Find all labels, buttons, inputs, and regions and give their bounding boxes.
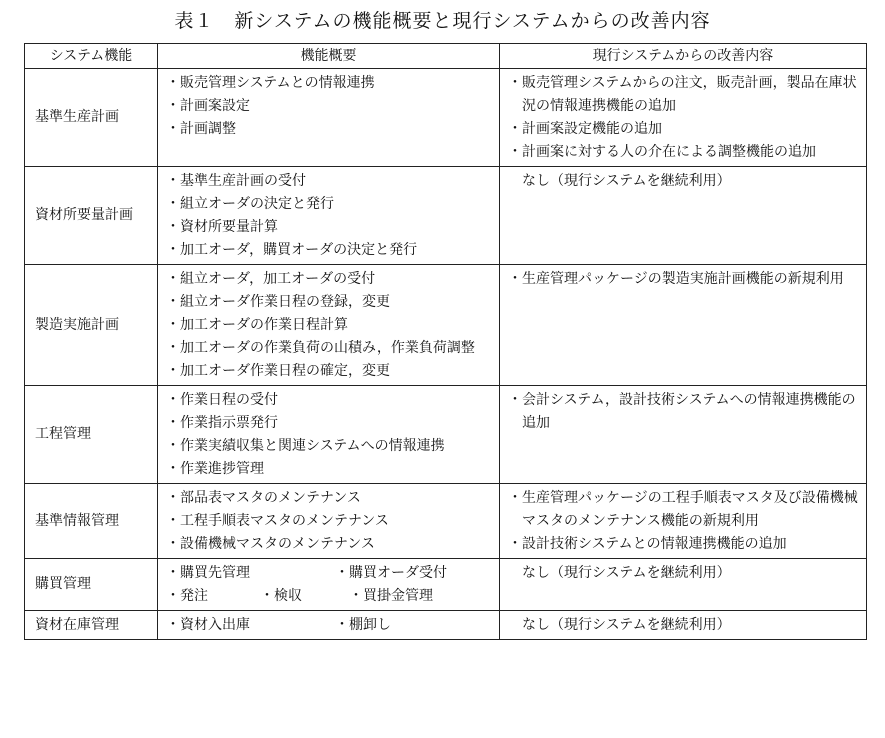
overview-item: ・ 資材入出庫 bbox=[166, 614, 335, 637]
overview-item: ・ 組立オーダ，加工オーダの受付 bbox=[166, 268, 491, 291]
table-row bbox=[25, 611, 867, 640]
table-caption: 表１ 新システムの機能概要と現行システムからの改善内容 bbox=[174, 10, 711, 32]
overview-item: ・ 棚卸し bbox=[335, 614, 391, 637]
overview-item: ・ 発注 bbox=[166, 585, 260, 608]
overview-item: ・ 作業実績収集と関連システムへの情報連携 bbox=[166, 435, 491, 458]
overview-item: ・ 組立オーダ作業日程の登録，変更 bbox=[166, 291, 491, 314]
improvement-text: なし（現行システムを継続利用） bbox=[522, 617, 731, 633]
table-row bbox=[25, 484, 867, 559]
improvement-cell bbox=[500, 167, 867, 265]
overview-item: ・ 計画調整 bbox=[166, 118, 491, 141]
system-name-cell: 資材所要量計画 bbox=[25, 167, 158, 265]
improvement-item: ・ 生産管理パッケージの工程手順表マスタ及び設備機械マスタのメンテナンス機能の新規利用 bbox=[508, 487, 858, 533]
table-row bbox=[25, 386, 867, 484]
system-name-cell: 製造実施計画 bbox=[25, 265, 158, 386]
table-row bbox=[25, 559, 867, 611]
system-name-cell: 基準情報管理 bbox=[25, 484, 158, 559]
overview-item: ・ 資材所要量計算 bbox=[166, 216, 491, 239]
overview-item: ・ 設備機械マスタのメンテナンス bbox=[166, 533, 491, 556]
overview-item: ・ 加工オーダの作業負荷の山積み，作業負荷調整 bbox=[166, 337, 491, 360]
overview-item: ・ 購買オーダ受付 bbox=[335, 562, 447, 585]
header-overview: 機能概要 bbox=[158, 44, 500, 69]
overview-item-line bbox=[166, 562, 491, 585]
overview-item-line bbox=[166, 614, 491, 637]
improvement-cell bbox=[500, 69, 867, 167]
improvement-cell bbox=[500, 484, 867, 559]
overview-item: ・ 計画案設定 bbox=[166, 95, 491, 118]
overview-cell bbox=[158, 265, 500, 386]
improvement-cell bbox=[500, 386, 867, 484]
improvement-text: なし（現行システムを継続利用） bbox=[522, 173, 731, 189]
table-row bbox=[25, 265, 867, 386]
overview-item: ・ 工程手順表マスタのメンテナンス bbox=[166, 510, 491, 533]
overview-item: ・ 作業指示票発行 bbox=[166, 412, 491, 435]
table-row bbox=[25, 167, 867, 265]
improvement-item: ・ 計画案設定機能の追加 bbox=[508, 118, 858, 141]
overview-cell bbox=[158, 386, 500, 484]
overview-item: ・ 販売管理システムとの情報連携 bbox=[166, 72, 491, 95]
overview-cell bbox=[158, 611, 500, 640]
system-name-cell: 工程管理 bbox=[25, 386, 158, 484]
improvement-cell bbox=[500, 265, 867, 386]
overview-item: ・ 組立オーダの決定と発行 bbox=[166, 193, 491, 216]
overview-item: ・ 加工オーダ作業日程の確定，変更 bbox=[166, 360, 491, 383]
improvement-cell bbox=[500, 559, 867, 611]
overview-item-line bbox=[166, 585, 491, 608]
improvement-item: ・ 生産管理パッケージの製造実施計画機能の新規利用 bbox=[508, 268, 858, 291]
overview-item: ・ 加工オーダの作業日程計算 bbox=[166, 314, 491, 337]
overview-item: ・ 作業進捗管理 bbox=[166, 458, 491, 481]
header-improvement: 現行システムからの改善内容 bbox=[500, 44, 867, 69]
overview-item: ・ 部品表マスタのメンテナンス bbox=[166, 487, 491, 510]
system-name-cell: 資材在庫管理 bbox=[25, 611, 158, 640]
improvement-text: なし（現行システムを継続利用） bbox=[522, 565, 731, 581]
overview-cell bbox=[158, 69, 500, 167]
table-row bbox=[25, 69, 867, 167]
overview-item: ・ 買掛金管理 bbox=[349, 585, 433, 608]
improvement-item: ・ 計画案に対する人の介在による調整機能の追加 bbox=[508, 141, 858, 164]
overview-item: ・ 検収 bbox=[260, 585, 349, 608]
overview-item: ・ 購買先管理 bbox=[166, 562, 335, 585]
overview-item: ・ 作業日程の受付 bbox=[166, 389, 491, 412]
overview-item: ・ 加工オーダ，購買オーダの決定と発行 bbox=[166, 239, 491, 262]
header-system: システム機能 bbox=[25, 44, 158, 69]
overview-item: ・ 基準生産計画の受付 bbox=[166, 170, 491, 193]
system-name-cell: 基準生産計画 bbox=[25, 69, 158, 167]
header-row bbox=[25, 44, 867, 69]
improvement-item: ・ 販売管理システムからの注文，販売計画，製品在庫状況の情報連携機能の追加 bbox=[508, 72, 858, 118]
improvement-item: ・ 会計システム，設計技術システムへの情報連携機能の追加 bbox=[508, 389, 858, 435]
improvement-cell bbox=[500, 611, 867, 640]
overview-cell bbox=[158, 484, 500, 559]
function-table bbox=[24, 43, 867, 640]
overview-cell bbox=[158, 167, 500, 265]
system-name-cell: 購買管理 bbox=[25, 559, 158, 611]
improvement-item: ・ 設計技術システムとの情報連携機能の追加 bbox=[508, 533, 858, 556]
overview-cell bbox=[158, 559, 500, 611]
